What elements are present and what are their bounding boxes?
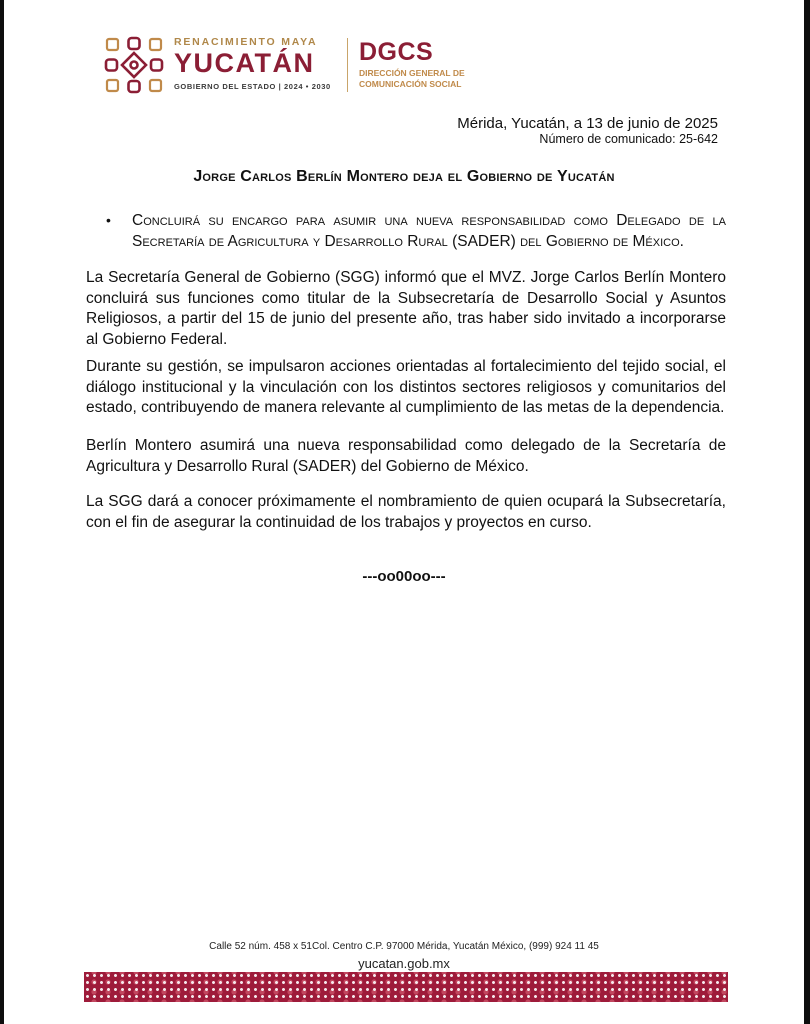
date-line: Mérida, Yucatán, a 13 de junio de 2025 bbox=[457, 115, 718, 132]
press-release-page bbox=[4, 0, 804, 1024]
end-separator: ---oo00oo--- bbox=[362, 568, 446, 585]
footer-pattern-band bbox=[84, 972, 728, 1002]
paragraph-1: La Secretaría General de Gobierno (SGG) informó que el MVZ. Jorge Carlos Berlín Montero concluirá sus funciones como titular de la Subsecretaría de Desarrollo Social y Asuntos Religiosos, a partir del 15 de junio del presente año, tras haber sido invitado a incorporarse al Gobierno Federal. bbox=[86, 269, 726, 348]
dgcs-line-1: DIRECCIÓN GENERAL DE bbox=[359, 68, 465, 78]
bullet-icon: • bbox=[106, 212, 111, 228]
paragraph-4: La SGG dará a conocer próximamente el nombramiento de quien ocupará la Subsecretaría, con el fin de asegurar la continuidad de los trabajos y proyectos en curso. bbox=[86, 493, 726, 531]
paragraph-3: Berlín Montero asumirá una nueva responsabilidad como delegado de la Secretaría de Agricultura y Desarrollo Rural (SADER) del Gobierno de México. bbox=[86, 437, 726, 475]
footer-website[interactable]: yucatan.gob.mx bbox=[358, 956, 450, 971]
yucatan-emblem-icon bbox=[104, 36, 164, 94]
paragraph-2: Durante su gestión, se impulsaron acciones orientadas al fortalecimiento del tejido social, el diálogo institucional y la vinculación con los distintos sectores religiosos y comunitarios del estado, contribuyendo de manera relevante al cumplimiento de las metas de la dependencia. bbox=[86, 358, 726, 416]
header-divider bbox=[347, 38, 348, 92]
summary-bullet: Concluirá su encargo para asumir una nueva responsabilidad como Delegado de la Secretaría de Agricultura y Desarrollo Rural (SADER) del Gobierno de México. bbox=[132, 212, 726, 250]
comunicado-number: Número de comunicado: 25-642 bbox=[539, 132, 718, 146]
dgcs-logo bbox=[359, 38, 499, 94]
dgcs-line-2: COMUNICACIÓN SOCIAL bbox=[359, 79, 462, 89]
photo-edge-right bbox=[804, 0, 810, 1024]
yucatan-wordmark bbox=[174, 36, 334, 96]
press-release-title: Jorge Carlos Berlín Montero deja el Gobierno de Yucatán bbox=[193, 168, 615, 185]
state-name: YUCATÁN bbox=[174, 48, 315, 78]
government-period: GOBIERNO DEL ESTADO | 2024 • 2030 bbox=[174, 82, 331, 91]
dgcs-title: DGCS bbox=[359, 38, 434, 66]
tagline: RENACIMIENTO MAYA bbox=[174, 36, 318, 48]
footer-address: Calle 52 núm. 458 x 51Col. Centro C.P. 97000 Mérida, Yucatán México, (999) 924 11 45 bbox=[209, 941, 599, 952]
